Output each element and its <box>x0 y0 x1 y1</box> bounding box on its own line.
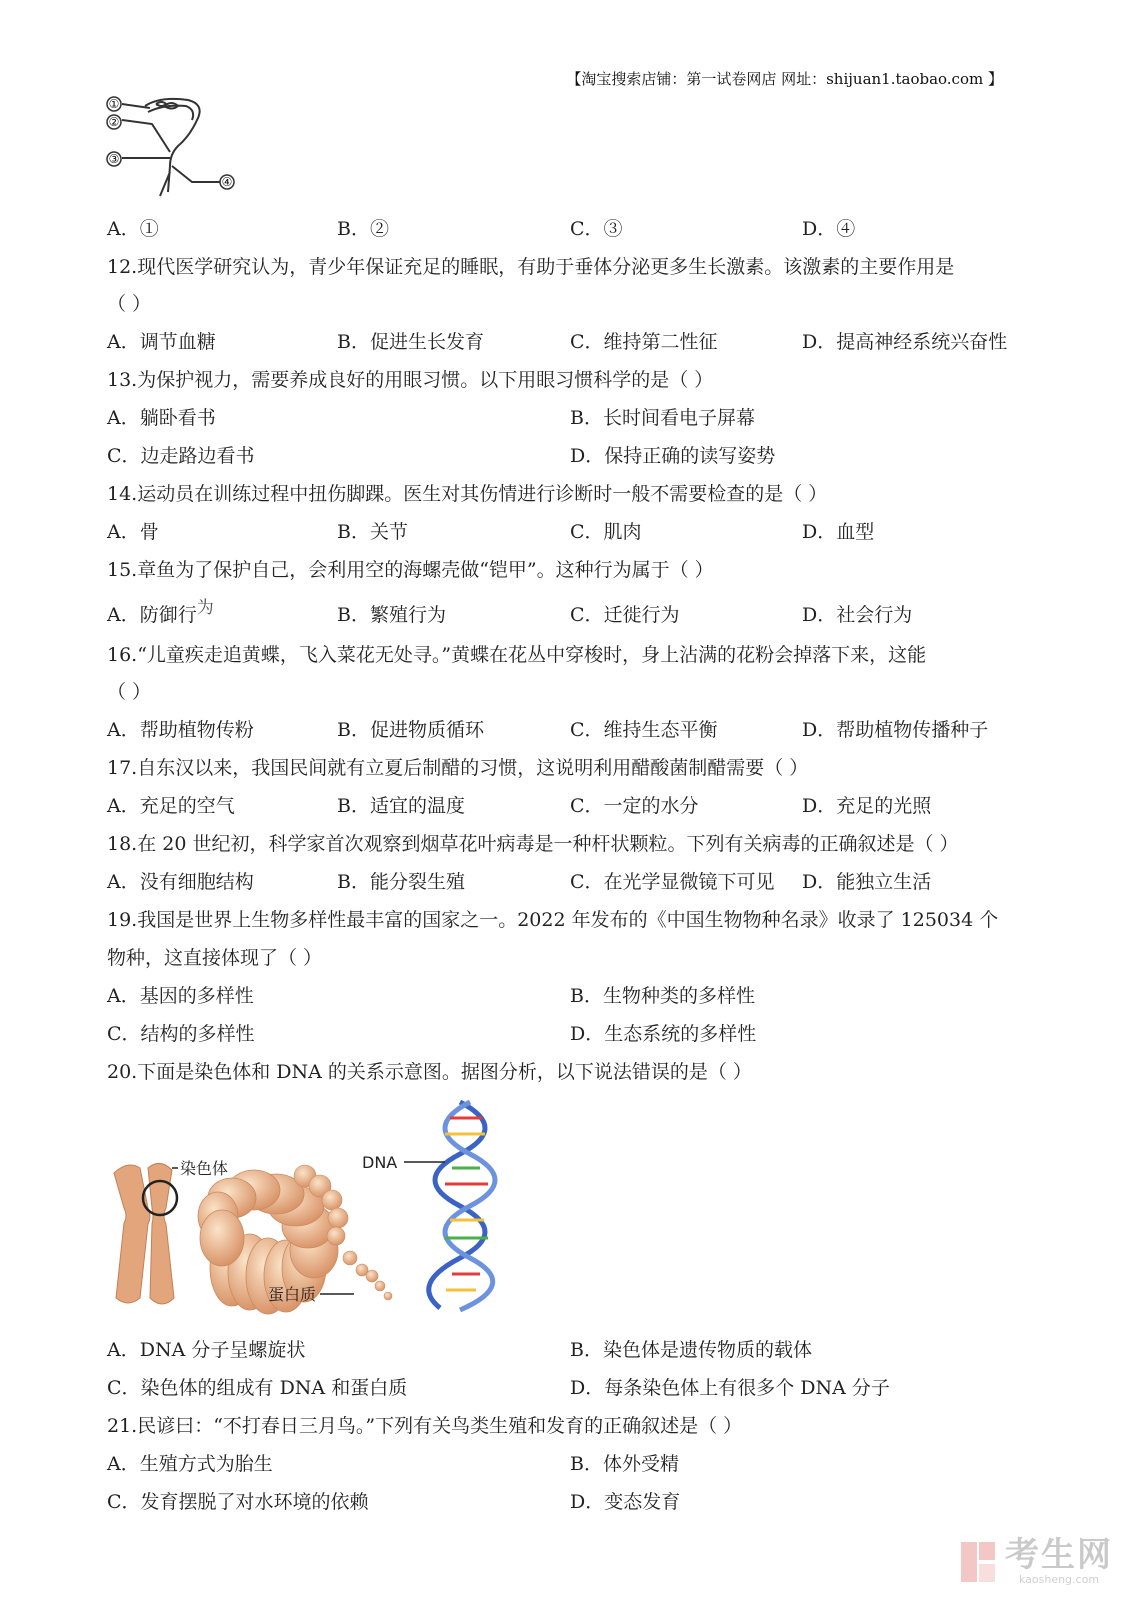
q16-stem-cont: （ ） <box>107 681 152 703</box>
q16-stem: 16.“儿童疾走追黄蝶，飞入菜花无处寻。”黄蝶在花丛中穿梭时，身上沾满的花粉会掉落下来，这能 <box>107 644 927 666</box>
q15-option-a-stray-char: 为 <box>196 598 214 618</box>
q17-option-d[interactable]: D．充足的光照 <box>802 795 932 817</box>
q13-option-d[interactable]: D．保持正确的读写姿势 <box>570 445 776 467</box>
q12-option-d[interactable]: D．提高神经系统兴奋性 <box>802 331 1008 353</box>
q21-option-b[interactable]: B．体外受精 <box>570 1453 679 1475</box>
q18-option-b[interactable]: B．能分裂生殖 <box>337 871 465 893</box>
q17-option-c[interactable]: C．一定的水分 <box>570 795 699 817</box>
label-chromosome: 染色体 <box>180 1159 229 1178</box>
q17-option-b[interactable]: B．适宜的温度 <box>337 795 465 817</box>
q19-option-a[interactable]: A．基因的多样性 <box>107 985 254 1007</box>
q15-stem: 15.章鱼为了保护自己，会利用空的海螺壳做“铠甲”。这种行为属于（ ） <box>107 559 714 581</box>
q20-option-a[interactable]: A．DNA 分子呈螺旋状 <box>107 1339 306 1361</box>
label-protein: 蛋白质 <box>268 1285 317 1304</box>
q19-option-d[interactable]: D．生态系统的多样性 <box>570 1023 757 1045</box>
q18-option-d[interactable]: D．能独立生活 <box>802 871 932 893</box>
label-dna: DNA <box>362 1153 398 1172</box>
q17-option-a[interactable]: A．充足的空气 <box>107 795 235 817</box>
q15-option-a-label: A．防御行 <box>107 604 197 626</box>
q14-option-b[interactable]: B．关节 <box>337 521 408 543</box>
q15-option-a[interactable] <box>107 600 214 627</box>
q19-stem-cont: 物种，这直接体现了（ ） <box>107 947 323 969</box>
q16-option-c[interactable]: C．维持生态平衡 <box>570 719 718 741</box>
q21-option-a[interactable]: A．生殖方式为胎生 <box>107 1453 273 1475</box>
q12-option-c[interactable]: C．维持第二性征 <box>570 331 718 353</box>
q20-option-b[interactable]: B．染色体是遗传物质的载体 <box>570 1339 812 1361</box>
q21-option-d[interactable]: D．变态发育 <box>570 1491 681 1513</box>
q18-stem: 18.在 20 世纪初，科学家首次观察到烟草花叶病毒是一种杆状颗粒。下列有关病毒的正确叙述是（ ） <box>107 833 959 855</box>
q16-option-a[interactable]: A．帮助植物传粉 <box>107 719 254 741</box>
q12-stem: 12.现代医学研究认为，青少年保证充足的睡眠，有助于垂体分泌更多生长激素。该激素的主要作用是 <box>107 256 955 278</box>
q21-stem: 21.民谚曰：“不打春日三月鸟。”下列有关鸟类生殖和发育的正确叙述是（ ） <box>107 1415 743 1437</box>
q15-option-c[interactable]: C．迁徙行为 <box>570 604 680 626</box>
figure-label-4: ④ <box>221 175 233 189</box>
q19-option-c[interactable]: C．结构的多样性 <box>107 1023 255 1045</box>
q11-option-b[interactable]: B．② <box>337 218 389 240</box>
q18-option-c[interactable]: C．在光学显微镜下可见 <box>570 871 775 893</box>
q11-option-c[interactable]: C．③ <box>570 218 623 240</box>
q15-option-b[interactable]: B．繁殖行为 <box>337 604 446 626</box>
q13-option-b[interactable]: B．长时间看电子屏幕 <box>570 407 755 429</box>
figure-label-3: ③ <box>108 152 120 166</box>
chromosome-dna-figure <box>100 1098 520 1323</box>
watermark-text: 考生网 <box>1005 1535 1113 1575</box>
figure-label-2: ② <box>108 115 120 129</box>
q21-option-c[interactable]: C．发育摆脱了对水环境的依赖 <box>107 1491 369 1513</box>
page-header: 【淘宝搜索店铺：第一试卷网店 网址：shijuan1.taobao.com 】 <box>566 70 1003 88</box>
q16-option-d[interactable]: D．帮助植物传播种子 <box>802 719 989 741</box>
q14-option-a[interactable]: A．骨 <box>107 521 159 543</box>
q12-option-b[interactable]: B．促进生长发育 <box>337 331 484 353</box>
q19-stem: 19.我国是世界上生物多样性最丰富的国家之一。2022 年发布的《中国生物物种名录》收录了 125034 个 <box>107 909 999 931</box>
q13-option-a[interactable]: A．躺卧看书 <box>107 407 216 429</box>
q16-option-b[interactable]: B．促进物质循环 <box>337 719 484 741</box>
watermark <box>959 1537 1113 1586</box>
q18-option-a[interactable]: A．没有细胞结构 <box>107 871 254 893</box>
watermark-url: kaosheng.com <box>1018 1573 1100 1586</box>
q14-stem: 14.运动员在训练过程中扭伤脚踝。医生对其伤情进行诊断时一般不需要检查的是（ ） <box>107 483 828 505</box>
q11-option-d[interactable]: D．④ <box>802 218 856 240</box>
q19-option-b[interactable]: B．生物种类的多样性 <box>570 985 755 1007</box>
q12-stem-cont: （ ） <box>107 293 152 315</box>
q12-option-a[interactable]: A．调节血糖 <box>107 331 216 353</box>
q14-option-d[interactable]: D．血型 <box>802 521 875 543</box>
q11-option-a[interactable]: A．① <box>107 218 159 240</box>
figure-label-1: ① <box>108 97 120 111</box>
q20-option-c[interactable]: C．染色体的组成有 DNA 和蛋白质 <box>107 1377 408 1399</box>
q17-stem: 17.自东汉以来，我国民间就有立夏后制醋的习惯，这说明利用醋酸菌制醋需要（ ） <box>107 757 809 779</box>
q13-option-c[interactable]: C．边走路边看书 <box>107 445 255 467</box>
q15-option-d[interactable]: D．社会行为 <box>802 604 913 626</box>
watermark-logo-icon <box>959 1538 999 1586</box>
q14-option-c[interactable]: C．肌肉 <box>570 521 642 543</box>
neuron-reflex-figure <box>100 92 245 200</box>
q20-option-d[interactable]: D．每条染色体上有很多个 DNA 分子 <box>570 1377 890 1399</box>
q20-stem: 20.下面是染色体和 DNA 的关系示意图。据图分析，以下说法错误的是（ ） <box>107 1061 752 1083</box>
q13-stem: 13.为保护视力，需要养成良好的用眼习惯。以下用眼习惯科学的是（ ） <box>107 369 714 391</box>
